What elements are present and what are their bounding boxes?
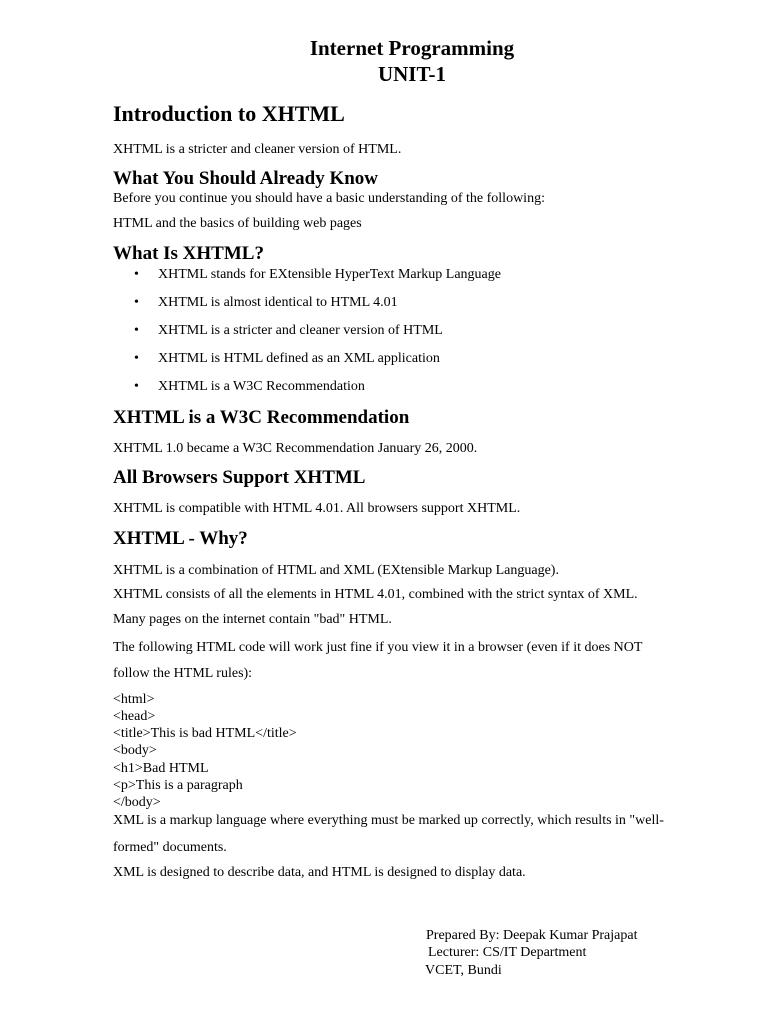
- code-line: <body>: [113, 743, 157, 758]
- code-line: </body>: [113, 795, 161, 810]
- course-title: Internet Programming: [309, 36, 515, 60]
- bullet-icon: •: [134, 379, 139, 394]
- paragraph-xml-vs-html: XML is designed to describe data, and HTML is designed to display data.: [113, 865, 526, 880]
- paragraph-code-intro-cont: follow the HTML rules):: [113, 666, 253, 681]
- paragraph-prerequisite: Before you continue you should have a basic understanding of the following:: [113, 191, 545, 206]
- code-line: <h1>Bad HTML: [113, 761, 209, 776]
- footer-college: VCET, Bundi: [425, 963, 502, 978]
- code-line: <p>This is a paragraph: [113, 778, 243, 793]
- page-title: Introduction to XHTML: [113, 101, 345, 126]
- heading-xhtml-why: XHTML - Why?: [113, 528, 248, 549]
- footer-lecturer: Lecturer: CS/IT Department: [428, 945, 587, 960]
- code-line: <head>: [113, 709, 156, 724]
- paragraph-w3c: XHTML 1.0 became a W3C Recommendation January 26, 2000.: [113, 441, 478, 456]
- intro-paragraph: XHTML is a stricter and cleaner version of HTML.: [113, 142, 402, 157]
- paragraph-code-intro: The following HTML code will work just fine if you view it in a browser (even if it does NOT: [113, 640, 643, 655]
- list-item-text: XHTML is almost identical to HTML 4.01: [158, 295, 398, 310]
- list-item-text: XHTML stands for EXtensible HyperText Markup Language: [158, 267, 501, 282]
- paragraph-bad-html: Many pages on the internet contain "bad" HTML.: [113, 612, 392, 627]
- heading-what-is-xhtml: What Is XHTML?: [113, 243, 264, 264]
- list-item-text: XHTML is HTML defined as an XML application: [158, 351, 440, 366]
- footer-prepared-by: Prepared By: Deepak Kumar Prajapat: [426, 928, 638, 943]
- paragraph-html-basics: HTML and the basics of building web pages: [113, 216, 362, 231]
- bullet-icon: •: [134, 323, 139, 338]
- paragraph-combination: XHTML is a combination of HTML and XML (EXtensible Markup Language).: [113, 563, 559, 578]
- paragraph-xml-markup: XML is a markup language where everything must be marked up correctly, which results in "well-: [113, 813, 664, 828]
- list-item-text: XHTML is a stricter and cleaner version of HTML: [158, 323, 443, 338]
- list-item-text: XHTML is a W3C Recommendation: [158, 379, 365, 394]
- bullet-icon: •: [134, 295, 139, 310]
- unit-title: UNIT-1: [377, 62, 447, 86]
- bullet-icon: •: [134, 267, 139, 282]
- code-line: <html>: [113, 692, 155, 707]
- paragraph-browser-support: XHTML is compatible with HTML 4.01. All browsers support XHTML.: [113, 501, 521, 516]
- code-line: <title>This is bad HTML</title>: [113, 726, 297, 741]
- heading-already-know: What You Should Already Know: [113, 168, 379, 189]
- bullet-icon: •: [134, 351, 139, 366]
- paragraph-consists: XHTML consists of all the elements in HTML 4.01, combined with the strict syntax of XML.: [113, 587, 638, 602]
- paragraph-xml-markup-cont: formed" documents.: [113, 840, 227, 855]
- heading-browser-support: All Browsers Support XHTML: [113, 467, 366, 488]
- heading-w3c-recommendation: XHTML is a W3C Recommendation: [113, 407, 410, 428]
